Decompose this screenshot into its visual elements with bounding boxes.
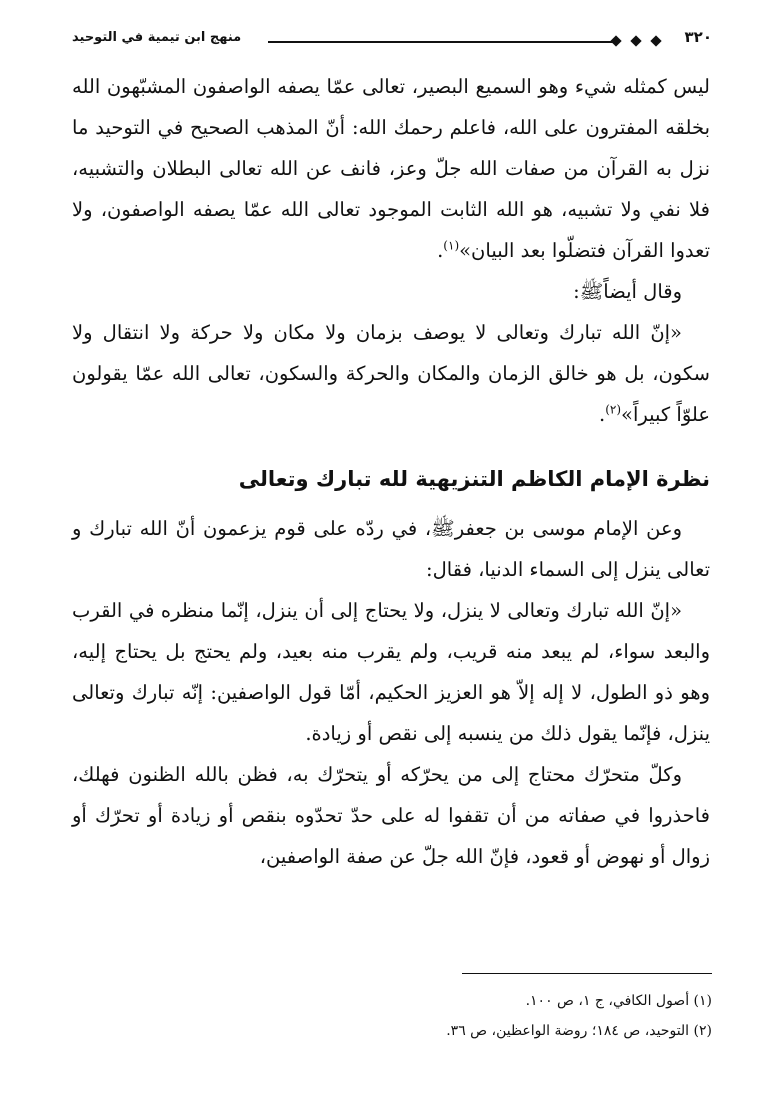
paragraph-text: «إنّ الله تبارك وتعالى لا ينزل، ولا يحتاج إلى أن ينزل، إنّما منظره في القرب والبعد سواء، لم يبعد منه قريب، ولم يقرب منه بعيد، ولم يحتج بل يحتاج إليه، وهو ذو الطول، لا إله إلاّ هو العزيز الحكيم، أمّا قول الواصفين: إنّه تبارك وتعالى ينزل، فإنّما يقول ذلك من ينسبه إلى نقص أو زيادة. [72,599,710,745]
section-heading [72,459,710,500]
footnote-1: (١) أصول الكافي، ج ١، ص ١٠٠. [525,993,712,1009]
footnote-ref-2: (٢) [605,402,622,417]
paragraph-said-also: وقال أيضاًﷺ: [573,280,682,303]
paragraph-kazim-quote [72,590,710,754]
header-diamond-ornament [610,35,621,46]
footnote-separator [462,973,712,974]
heading-text: نظرة الإمام الكاظم التنزيهية لله تبارك وتعالى [238,467,710,491]
paragraph-quote-2: «إنّ الله تبارك وتعالى لا يوصف بزمان ولا مكان ولا حركة ولا انتقال ولا سكون، بل هو خالق الزمان والمكان والحركة والسكون، تعالى الله عمّا يقولون علوّاً كبيراً»$^{(٢)}$. [72,321,710,426]
paragraph-kazim-intro [72,508,710,590]
paragraph-text: وكلّ متحرّك محتاج إلى من يحرّكه أو يتحرّك به، فظن بالله الظنون فهلك، فاحذروا في صفاته من أن تقفوا له على حدّ تحدّوه بنقص أو زيادة أو تحرّك أو زوال أو نهوض أو قعود، فإنّ الله جلّ عن صفة الواصفين، [72,763,710,868]
footnotes [72,986,712,1046]
header-rule [268,41,614,43]
paragraph-kazim-quote-cont [72,754,710,877]
footnote-ref-1: (١) [443,238,460,253]
page-number: ٣٢٠ [684,28,712,46]
header-diamond-ornament [650,35,661,46]
running-header [72,28,712,54]
running-title: منهج ابن تيمية في التوحيد [72,30,242,45]
honorific-symbol: ﷺ [431,517,455,540]
header-diamond-ornament [630,35,641,46]
footnote-2: (٢) التوحيد، ص ١٨٤؛ روضة الواعظين، ص ٣٦. [446,1023,712,1039]
paragraph-quote-end: ليس كمثله شيء وهو السميع البصير، تعالى عمّا يصفه الواصفون المشبّهون الله بخلقه المفترون على الله، فاعلم رحمك الله: أنّ المذهب الصحيح في التوحيد ما نزل به القرآن من صفات الله جلّ وعز، فانف عن الله تعالى البطلان والتشبيه، فلا نفي ولا تشبيه، هو الله الثابت الموجود تعالى الله عمّا يصفه الواصفون، ولا تعدوا القرآن فتضلّوا بعد البيان»$^{(١)}$. [72,75,710,262]
paragraph-text: «إنّ الله تبارك وتعالى لا يوصف بزمان ولا مكان ولا حركة ولا انتقال ولا سكون، بل هو خالق الزمان والمكان والحركة والسكون، تعالى الله عمّا يقولون علوّاً كبيراً» [72,321,710,426]
main-text [72,66,710,877]
paragraph-text: ليس كمثله شيء وهو السميع البصير، تعالى عمّا يصفه الواصفون المشبّهون الله بخلقه المفترون على الله، فاعلم رحمك الله: أنّ المذهب الصحيح في التوحيد ما نزل به القرآن من صفات الله جلّ وعز، فانف عن الله تعالى البطلان والتشبيه، فلا نفي ولا تشبيه، هو الله الثابت الموجود تعالى الله عمّا يصفه الواصفون، ولا تعدوا القرآن فتضلّوا بعد البيان» [72,75,710,262]
paragraph-text: وعن الإمام موسى بن جعفر [454,517,682,540]
honorific-symbol: ﷺ [579,280,604,303]
paragraph-text: وقال أيضاً [603,280,682,303]
paragraph-text: ، في ردّه على قوم يزعمون أنّ الله تبارك و تعالى ينزل إلى السماء الدنيا، فقال: [72,517,710,581]
